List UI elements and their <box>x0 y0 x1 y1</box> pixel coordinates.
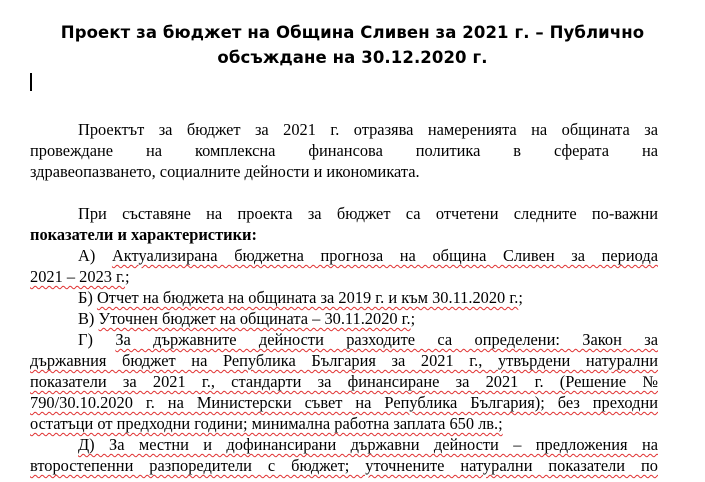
text-run: 790/30.10.2020 г. на Министерски съвет на Република България); без преходни <box>30 393 658 412</box>
text-run: ; <box>410 309 416 328</box>
text-run: държавния бюджет на Република България за 2021 г., утвърдени натурални <box>30 351 658 370</box>
list-item-d <box>30 434 658 455</box>
text-line <box>30 371 658 392</box>
text-run: ; <box>125 267 130 286</box>
text-cursor <box>30 73 32 91</box>
list-marker: Г) <box>78 330 116 349</box>
list-item-b <box>30 287 705 308</box>
text-run: Уточнен бюджет на общината – 30.11.2020 г. <box>98 309 411 328</box>
text-line <box>30 392 658 413</box>
text-line <box>30 413 658 434</box>
text-run: показатели за 2021 г., стандарти за финансиране за 2021 г. (Решение № <box>30 372 658 391</box>
text-run: Отчет на бюджета на общината за 2019 г. и към 30.11.2020 г. <box>96 288 519 307</box>
text-run: остатъци от предходни години; минимална работна заплата 650 лв.; <box>30 414 503 433</box>
text-run: Проектът за бюджет за 2021 г. отразява намеренията на общината за <box>78 120 658 139</box>
text-line <box>30 350 658 371</box>
text-line <box>30 224 658 245</box>
list-item-v <box>30 308 705 329</box>
text-line <box>30 140 658 161</box>
list-item-g <box>30 329 658 350</box>
list-marker: А) <box>78 246 112 265</box>
list-marker: Б) <box>78 288 97 307</box>
text-line <box>30 455 658 476</box>
text-line <box>30 161 658 182</box>
text-run: второстепенни разпоредители с бюджет; уточнените натурални показатели по <box>30 456 658 475</box>
text-run: Д) За местни и дофинансирани държавни дейности – предложения на <box>78 435 658 454</box>
text-run: 2021 – 2023 г. <box>30 267 126 286</box>
text-run: Актуализирана бюджетна прогноза на община Сливен за периода <box>111 246 658 265</box>
text-line <box>30 203 658 224</box>
text-run: За държавните дейности разходите са определени: Закон за <box>115 330 658 349</box>
text-run: провеждане на комплексна финансова политика в сферата на <box>30 141 658 160</box>
text-run: показатели и характеристики: <box>30 225 257 244</box>
document-title <box>20 20 685 70</box>
text-line <box>30 119 658 140</box>
text-run: При съставяне на проекта за бюджет са отчетени следните по-важни <box>78 204 658 223</box>
list-marker: В) <box>78 309 99 328</box>
title-line-2: обсъждане на 30.12.2020 г. <box>217 48 488 67</box>
text-line <box>30 266 658 287</box>
list-item-a <box>30 245 658 266</box>
text-run: здравеопазването, социалните дейности и икономиката. <box>30 162 420 181</box>
text-run: ; <box>518 288 523 307</box>
title-line-1: Проект за бюджет на Община Сливен за 2021 г. – Публично <box>60 23 645 42</box>
